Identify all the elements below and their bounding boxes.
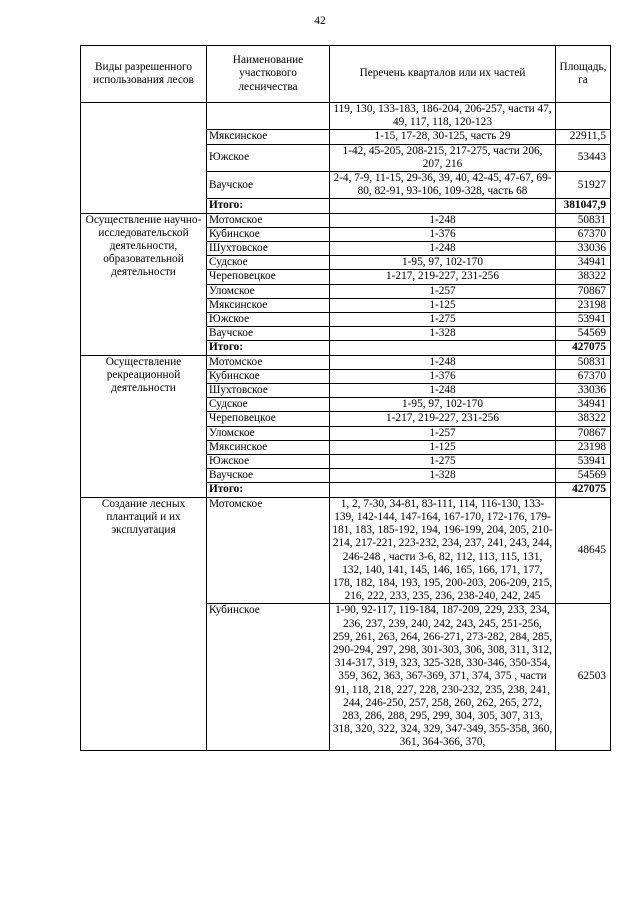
quarters-cell	[330, 341, 556, 355]
quarters-cell: 1-217, 219-227, 231-256	[330, 270, 556, 284]
forestry-cell: Череповецкое	[207, 412, 330, 426]
quarters-cell: 1-15, 17-28, 30-125, часть 29	[330, 130, 556, 144]
forestry-cell: Мотомское	[207, 355, 330, 369]
area-cell	[556, 103, 611, 130]
forestry-cell: Ваучское	[207, 172, 330, 199]
quarters-cell: 1-95, 97, 102-170	[330, 398, 556, 412]
forestry-cell: Уломское	[207, 426, 330, 440]
area-cell: 53941	[556, 455, 611, 469]
quarters-cell	[330, 483, 556, 497]
area-cell: 54569	[556, 469, 611, 483]
area-cell: 67370	[556, 227, 611, 241]
quarters-cell: 1-257	[330, 284, 556, 298]
forest-use-table	[80, 45, 611, 751]
area-cell: 54569	[556, 327, 611, 341]
quarters-cell: 2-4, 7-9, 11-15, 29-36, 39, 40, 42-45, 47-67, 69-80, 82-91, 93-106, 109-328, часть 68	[330, 172, 556, 199]
quarters-cell: 1-257	[330, 426, 556, 440]
quarters-cell: 1-248	[330, 242, 556, 256]
forestry-cell: Шухтовское	[207, 242, 330, 256]
area-cell: 48645	[556, 497, 611, 604]
use-type-cell	[81, 103, 207, 214]
quarters-cell: 1-248	[330, 355, 556, 369]
forestry-cell: Мяксинское	[207, 298, 330, 312]
forestry-cell: Мотомское	[207, 497, 330, 604]
area-cell: 53941	[556, 313, 611, 327]
forestry-cell: Судское	[207, 256, 330, 270]
use-type-cell: Создание лесных плантаций и их эксплуатация	[81, 497, 207, 750]
quarters-cell: 1-328	[330, 469, 556, 483]
header-quarters: Перечень кварталов или их частей	[330, 46, 556, 103]
quarters-cell: 1-42, 45-205, 208-215, 217-275, части 206, 207, 216	[330, 144, 556, 171]
forestry-cell: Кубинское	[207, 227, 330, 241]
page-number: 42	[314, 15, 326, 27]
area-cell: 23198	[556, 440, 611, 454]
forestry-cell: Ваучское	[207, 327, 330, 341]
area-cell: 70867	[556, 284, 611, 298]
forestry-cell: Судское	[207, 398, 330, 412]
forestry-cell: Южское	[207, 455, 330, 469]
area-cell: 34941	[556, 398, 611, 412]
quarters-cell: 1-328	[330, 327, 556, 341]
quarters-cell: 119, 130, 133-183, 186-204, 206-257, части 47, 49, 117, 118, 120-123	[330, 103, 556, 130]
forestry-cell: Череповецкое	[207, 270, 330, 284]
forestry-cell: Кубинское	[207, 604, 330, 750]
quarters-cell: 1-248	[330, 213, 556, 227]
area-cell: 50831	[556, 213, 611, 227]
total-label: Итого:	[207, 483, 330, 497]
forestry-cell: Мяксинское	[207, 130, 330, 144]
quarters-cell: 1-275	[330, 455, 556, 469]
header-use-type: Виды разрешенного использования лесов	[81, 46, 207, 103]
forestry-cell: Кубинское	[207, 369, 330, 383]
forestry-cell: Мяксинское	[207, 440, 330, 454]
area-cell: 67370	[556, 369, 611, 383]
area-cell: 70867	[556, 426, 611, 440]
area-cell: 38322	[556, 270, 611, 284]
use-type-cell: Осуществление научно-исследовательской деятельности, образовательной деятельности	[81, 213, 207, 355]
quarters-cell: 1-376	[330, 227, 556, 241]
quarters-cell: 1-90, 92-117, 119-184, 187-209, 229, 233, 234, 236, 237, 239, 240, 242, 243, 245, 251-256, 259, 261, 263, 264, 266-271, 273-282, 284, 285, 290-294, 297, 298, 301-303, 306, 308, 311, 312, 314-317, 319, 323, 325-328, 330-346, 350-354, 359, 362, 363, 367-369, 371, 374, 375 , части 91, 118, 218, 227, 228, 230-232, 235, 238, 241, 244, 246-250, 257, 258, 260, 262, 265, 272, 283, 286, 288, 295, 299, 304, 305, 307, 313, 318, 320, 322, 324, 329, 347-349, 355-358, 360, 361, 364-366, 370,	[330, 604, 556, 750]
total-area: 427075	[556, 341, 611, 355]
area-cell: 38322	[556, 412, 611, 426]
area-cell: 22911,5	[556, 130, 611, 144]
table-header-row	[81, 46, 611, 103]
header-forestry: Наименование участкового лесничества	[207, 46, 330, 103]
table-row	[81, 355, 611, 369]
forestry-cell	[207, 103, 330, 130]
forestry-cell: Ваучское	[207, 469, 330, 483]
quarters-cell: 1-125	[330, 298, 556, 312]
area-cell: 34941	[556, 256, 611, 270]
forestry-cell: Южское	[207, 313, 330, 327]
area-cell: 50831	[556, 355, 611, 369]
total-label: Итого:	[207, 341, 330, 355]
area-cell: 23198	[556, 298, 611, 312]
forestry-cell: Южское	[207, 144, 330, 171]
table-row	[81, 213, 611, 227]
quarters-cell: 1-248	[330, 384, 556, 398]
forestry-cell: Мотомское	[207, 213, 330, 227]
area-cell: 33036	[556, 242, 611, 256]
table-row	[81, 497, 611, 604]
table-row	[81, 103, 611, 130]
quarters-cell: 1-275	[330, 313, 556, 327]
header-area: Площадь, га	[556, 46, 611, 103]
area-cell: 51927	[556, 172, 611, 199]
quarters-cell: 1-125	[330, 440, 556, 454]
area-cell: 33036	[556, 384, 611, 398]
forestry-cell: Шухтовское	[207, 384, 330, 398]
area-cell: 53443	[556, 144, 611, 171]
quarters-cell: 1-376	[330, 369, 556, 383]
total-area: 381047,9	[556, 199, 611, 213]
quarters-cell	[330, 199, 556, 213]
use-type-cell: Осуществление рекреационной деятельности	[81, 355, 207, 497]
quarters-cell: 1, 2, 7-30, 34-81, 83-111, 114, 116-130, 133-139, 142-144, 147-164, 167-170, 172-176, 179-181, 183, 185-192, 194, 196-199, 204, 205, 210-214, 217-221, 223-232, 234, 237, 241, 243, 244, 246-248 , части 3-6, 82, 112, 113, 115, 131, 132, 140, 141, 145, 146, 165, 166, 171, 177, 178, 182, 184, 193, 195, 200-203, 206-209, 215, 216, 222, 233, 235, 236, 238-240, 242, 245	[330, 497, 556, 604]
total-area: 427075	[556, 483, 611, 497]
quarters-cell: 1-95, 97, 102-170	[330, 256, 556, 270]
area-cell: 62503	[556, 604, 611, 750]
quarters-cell: 1-217, 219-227, 231-256	[330, 412, 556, 426]
forestry-cell: Уломское	[207, 284, 330, 298]
total-label: Итого:	[207, 199, 330, 213]
